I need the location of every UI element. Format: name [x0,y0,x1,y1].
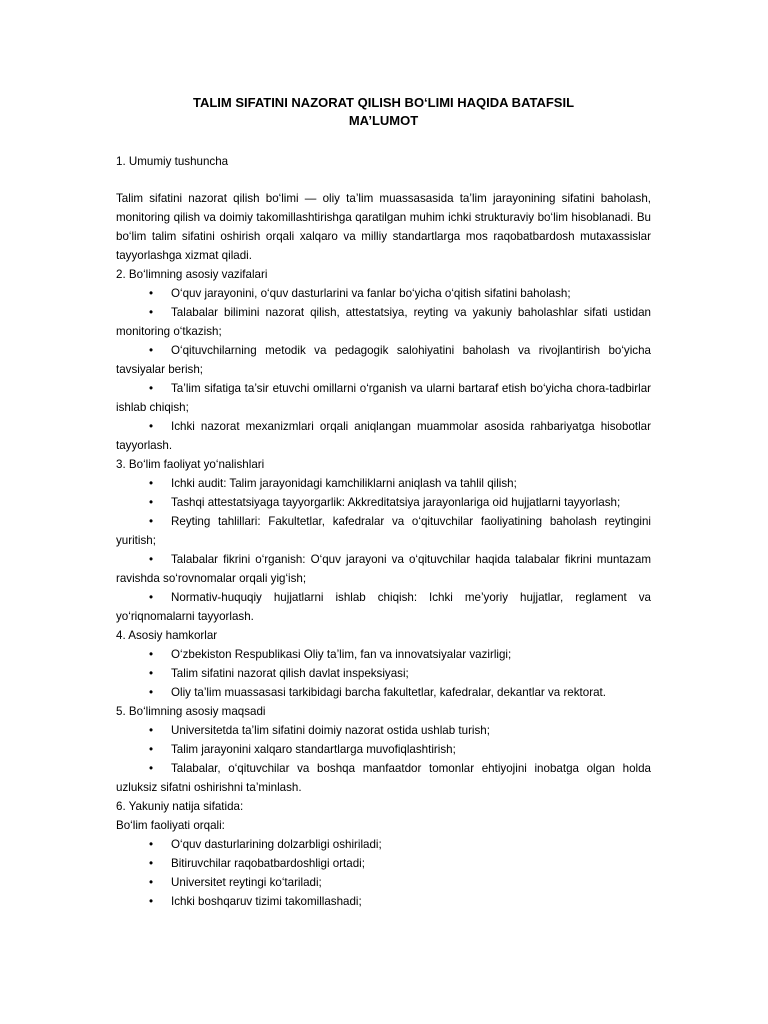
title-line-2: MA’LUMOT [348,113,419,128]
list-item [116,493,651,512]
bullet-icon: • [149,382,154,395]
list-item [116,512,651,550]
bullet-icon: • [149,420,154,433]
list-item [116,759,651,797]
list-item-text: Ta’lim sifatiga ta’sir etuvchi omillarni o‘rganish va ularni bartaraf etish bo‘yicha chora-tadbirlar ishlab chiqish; [116,382,651,414]
bullet-icon: • [149,515,154,528]
bullet-icon: • [149,591,154,604]
list-item-text: Ichki boshqaruv tizimi takomillashadi; [171,895,362,908]
bullet-icon: • [149,344,154,357]
list-item [116,379,651,417]
bullet-icon: • [149,648,154,661]
list-item [116,550,651,588]
list-item [116,854,651,873]
list-item [116,873,651,892]
section-heading: 1. Umumiy tushuncha [116,155,229,168]
list-item [116,645,651,664]
bullet-list [116,474,651,626]
bullet-list [116,721,651,797]
list-item [116,664,651,683]
list-item-text: Tashqi attestatsiyaga tayyorgarlik: Akkreditatsiya jarayonlariga oid hujjatlarni tayyorlash; [171,496,621,509]
list-item-text: Reyting tahlillari: Fakultetlar, kafedralar va o‘qituvchilar faoliyatining baholash reytingini yuritish; [116,515,651,547]
section-heading: 5. Bo‘limning asosiy maqsadi [116,705,266,718]
list-item [116,892,651,911]
bullet-list [116,645,651,702]
list-item [116,474,651,493]
list-item [116,721,651,740]
list-item-text: Ichki nazorat mexanizmlari orqali aniqlangan muammolar asosida rahbariyatga hisobotlar tayyorlash. [116,420,651,452]
list-item-text: Universitetda ta’lim sifatini doimiy nazorat ostida ushlab turish; [171,724,490,737]
list-item-text: Talabalar bilimini nazorat qilish, attestatsiya, reyting va yakuniy baholashlar sifati ustidan monitoring o‘tkazish; [116,306,651,338]
list-item-text: Universitet reytingi ko‘tariladi; [171,876,322,889]
bullet-icon: • [149,724,154,737]
bullet-icon: • [149,667,154,680]
list-item-text: Talim jarayonini xalqaro standartlarga muvofiqlashtirish; [171,743,456,756]
bullet-icon: • [149,743,154,756]
list-item-text: Oliy ta’lim muassasasi tarkibidagi barcha fakultetlar, kafedralar, dekantlar va rektorat. [171,686,606,699]
bullet-icon: • [149,838,154,851]
section-subheading: Bo‘lim faoliyati orqali: [116,819,225,832]
bullet-icon: • [149,686,154,699]
list-item-text: O‘quv dasturlarining dolzarbligi oshiriladi; [171,838,382,851]
list-item-text: Talabalar fikrini o‘rganish: O‘quv jarayoni va o‘qituvchilar haqida talabalar fikrini muntazam ravishda so‘rovnomalar orqali yig‘ish; [116,553,651,585]
list-item-text: O‘zbekiston Respublikasi Oliy ta’lim, fan va innovatsiyalar vazirligi; [171,648,512,661]
list-item [116,417,651,455]
bullet-icon: • [149,477,154,490]
list-item-text: Normativ-huquqiy hujjatlarni ishlab chiqish: Ichki me’yoriy hujjatlar, reglament va yo‘riqnomalarni tayyorlash. [116,591,651,623]
list-item-text: Bitiruvchilar raqobatbardoshligi ortadi; [171,857,365,870]
list-item [116,683,651,702]
bullet-icon: • [149,857,154,870]
list-item [116,588,651,626]
bullet-list [116,835,651,911]
section-heading: 6. Yakuniy natija sifatida: [116,800,244,813]
title-line-1: TALIM SIFATINI NAZORAT QILISH BO‘LIMI HAQIDA BATAFSIL [192,95,575,110]
list-item-text: Ichki audit: Talim jarayonidagi kamchiliklarni aniqlash va tahlil qilish; [171,477,517,490]
list-item [116,284,651,303]
bullet-icon: • [149,876,154,889]
bullet-list [116,284,651,455]
list-item [116,835,651,854]
list-item-text: O‘qituvchilarning metodik va pedagogik salohiyatini baholash va rivojlantirish bo‘yicha tavsiyalar berish; [116,344,651,376]
bullet-icon: • [149,306,154,319]
bullet-icon: • [149,553,154,566]
bullet-icon: • [149,895,154,908]
list-item [116,303,651,341]
section-heading: 2. Bo‘limning asosiy vazifalari [116,268,268,281]
bullet-icon: • [149,762,154,775]
document-body [116,94,651,911]
bullet-icon: • [149,496,154,509]
section-paragraph: Talim sifatini nazorat qilish bo‘limi — oliy ta’lim muassasasida ta’lim jarayonining sifatini baholash, monitoring qilish va doimiy takomillashtirishga qaratilgan muhim ichki strukturaviy bo‘lim hisoblanadi. Bu bo‘lim talim sifatini oshirish orqali xalqaro va milliy standartlarga mos raqobatbardosh mutaxassislar tayyorlashga xizmat qiladi. [116,192,651,262]
list-item-text: Talim sifatini nazorat qilish davlat inspeksiyasi; [171,667,409,680]
list-item [116,740,651,759]
document-title [116,94,651,130]
list-item [116,341,651,379]
section-heading: 4. Asosiy hamkorlar [116,629,218,642]
list-item-text: Talabalar, o‘qituvchilar va boshqa manfaatdor tomonlar ehtiyojini inobatga olgan holda uzluksiz sifatni oshirishni ta’minlash. [116,762,651,794]
section-heading: 3. Bo‘lim faoliyat yo‘nalishlari [116,458,265,471]
list-item-text: O‘quv jarayonini, o‘quv dasturlarini va fanlar bo‘yicha o‘qitish sifatini baholash; [171,287,571,300]
bullet-icon: • [149,287,154,300]
